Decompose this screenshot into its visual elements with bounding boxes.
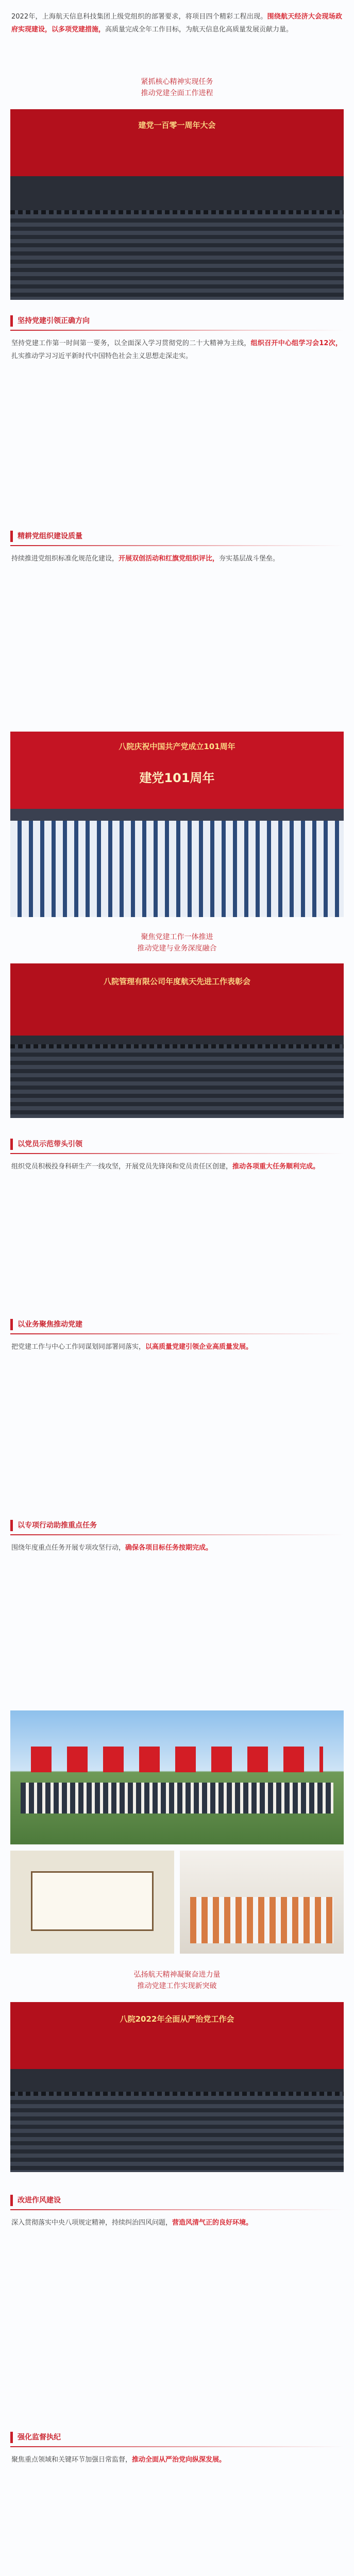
section-1-highlight: 组织召开中心组学习会12次， (250, 340, 342, 347)
calligraphy-scroll (31, 1871, 154, 1931)
stage-backdrop-4 (10, 2002, 344, 2069)
celebration-photo (10, 732, 344, 917)
section-6-paragraph (11, 2216, 342, 2229)
section-heading-4: 以业务聚焦推动党建 (10, 1319, 351, 1330)
audience-heads-4 (10, 2092, 344, 2096)
flag-group-photo (10, 1710, 344, 1844)
intro-paragraph (11, 10, 342, 36)
section-4-highlight: 以高质量党建引领企业高质量发展。 (145, 1343, 253, 1351)
section-heading-1: 坚持党建引领正确方向 (10, 315, 351, 327)
audience-rows-4 (10, 2096, 344, 2173)
section-rule-1 (10, 330, 344, 331)
section-4-paragraph (11, 1341, 342, 1353)
section-3-highlight: 推动各项重大任务顺利完成。 (232, 1163, 320, 1171)
section-heading-2: 精耕党组织建设质量 (10, 531, 351, 542)
flags-strip (31, 1747, 323, 1772)
section-1-body: 坚持党建工作第一时间第一要务，以全面深入学习贯彻党的二十大精神为主线， (11, 340, 251, 347)
intro-highlight: 围绕航天经济大会现场政府实现建设，以多项党建措施， (11, 13, 342, 33)
caption-line-3: 聚焦党建工作一体推进 (141, 933, 213, 941)
section-rule-4 (10, 1333, 344, 1334)
section-1-tail: 扎实推动学习习近平新时代中国特色社会主义思想走深走实。 (11, 352, 193, 360)
section-6-highlight: 营造风清气正的良好环境。 (172, 2219, 253, 2227)
event-people (190, 1897, 333, 1943)
section-2-highlight: 开展双创活动和红旗党组织评比， (119, 555, 220, 563)
audience-rows-3 (10, 1048, 344, 1118)
section-2-tail: 夯实基层战斗堡垒。 (219, 555, 280, 563)
section-heading-6: 改进作风建设 (10, 2195, 351, 2206)
section-7-highlight: 推动全面从严治党向纵深发展。 (132, 2456, 226, 2464)
section-3-body: 组织党员积极投身科研生产一线攻坚，开展党员先锋岗和党员责任区创建， (11, 1163, 233, 1171)
stage-backdrop-3 (10, 963, 344, 1036)
section-rule-2 (10, 545, 344, 546)
intro-tail: 高质量完成全年工作目标，为航天信息化高质量发展贡献力量。 (105, 26, 293, 33)
section-4-body: 把党建工作与中心工作同谋划同部署同落实， (11, 1343, 146, 1351)
event-photo (180, 1851, 344, 1954)
section-5-body: 围绕年度重点任务开展专项攻坚行动， (11, 1544, 126, 1552)
section-heading-3: 以党员示范带头引领 (10, 1139, 351, 1150)
stage-banner: 建党一百零一周年大会 (138, 121, 216, 130)
caption-line-2: 推动党建全面工作进程 (141, 89, 213, 97)
stage-banner-4: 八院2022年全面从严治党工作会 (120, 2014, 234, 2024)
section-rule-5 (10, 1534, 344, 1535)
section-7-body: 聚焦重点领域和关键环节加强日常监督， (11, 2456, 132, 2464)
section-5-paragraph (11, 1541, 342, 1554)
audience-rows (10, 214, 344, 300)
section-heading-7: 强化监督执纪 (10, 2432, 351, 2443)
performers-row (10, 821, 344, 917)
stage-banner-3: 八院管理有限公司年度航天先进工作表彰会 (103, 977, 250, 986)
section-6-body: 深入贯彻落实中央八项规定精神，持续纠治四风问题， (11, 2219, 173, 2227)
calligraphy-photo (10, 1851, 174, 1954)
section-rule-7 (10, 2446, 344, 2447)
caption-line-5: 弘扬航天精神凝聚奋进力量 (133, 1971, 221, 1979)
section-rule-3 (10, 1153, 344, 1154)
caption-line-4: 推动党建与业务深度融合 (137, 944, 217, 953)
audience-heads (10, 210, 344, 214)
caption-line-6: 推动党建工作实现新突破 (137, 1982, 217, 1990)
audience-heads-3 (10, 1044, 344, 1048)
section-2-paragraph (11, 552, 342, 565)
group-people (21, 1783, 333, 1814)
intro-lead: 2022年，上海航天信息科技集团上级党组织的部署要求，将项目四个精彩工程出现。 (11, 13, 267, 21)
section-rule-6 (10, 2209, 344, 2210)
section-2-body: 持续推进党组织标准化规范化建设， (11, 555, 119, 563)
section-7-paragraph (11, 2453, 342, 2466)
section-5-highlight: 确保各项目标任务按期完成。 (125, 1544, 213, 1552)
section-heading-5: 以专项行动助推重点任务 (10, 1520, 351, 1531)
caption-line-1: 紧抓核心精神实现任务 (141, 78, 213, 86)
section-3-paragraph (11, 1160, 342, 1173)
stage-banner-2: 八院庆祝中国共产党成立101周年 (119, 742, 235, 751)
stage-sign-2: 建党101周年 (139, 771, 215, 785)
award-meeting-photo (10, 963, 344, 1118)
section-1-paragraph (11, 337, 342, 363)
discipline-meeting-photo (10, 2002, 344, 2172)
meeting-photo-1 (10, 109, 344, 300)
